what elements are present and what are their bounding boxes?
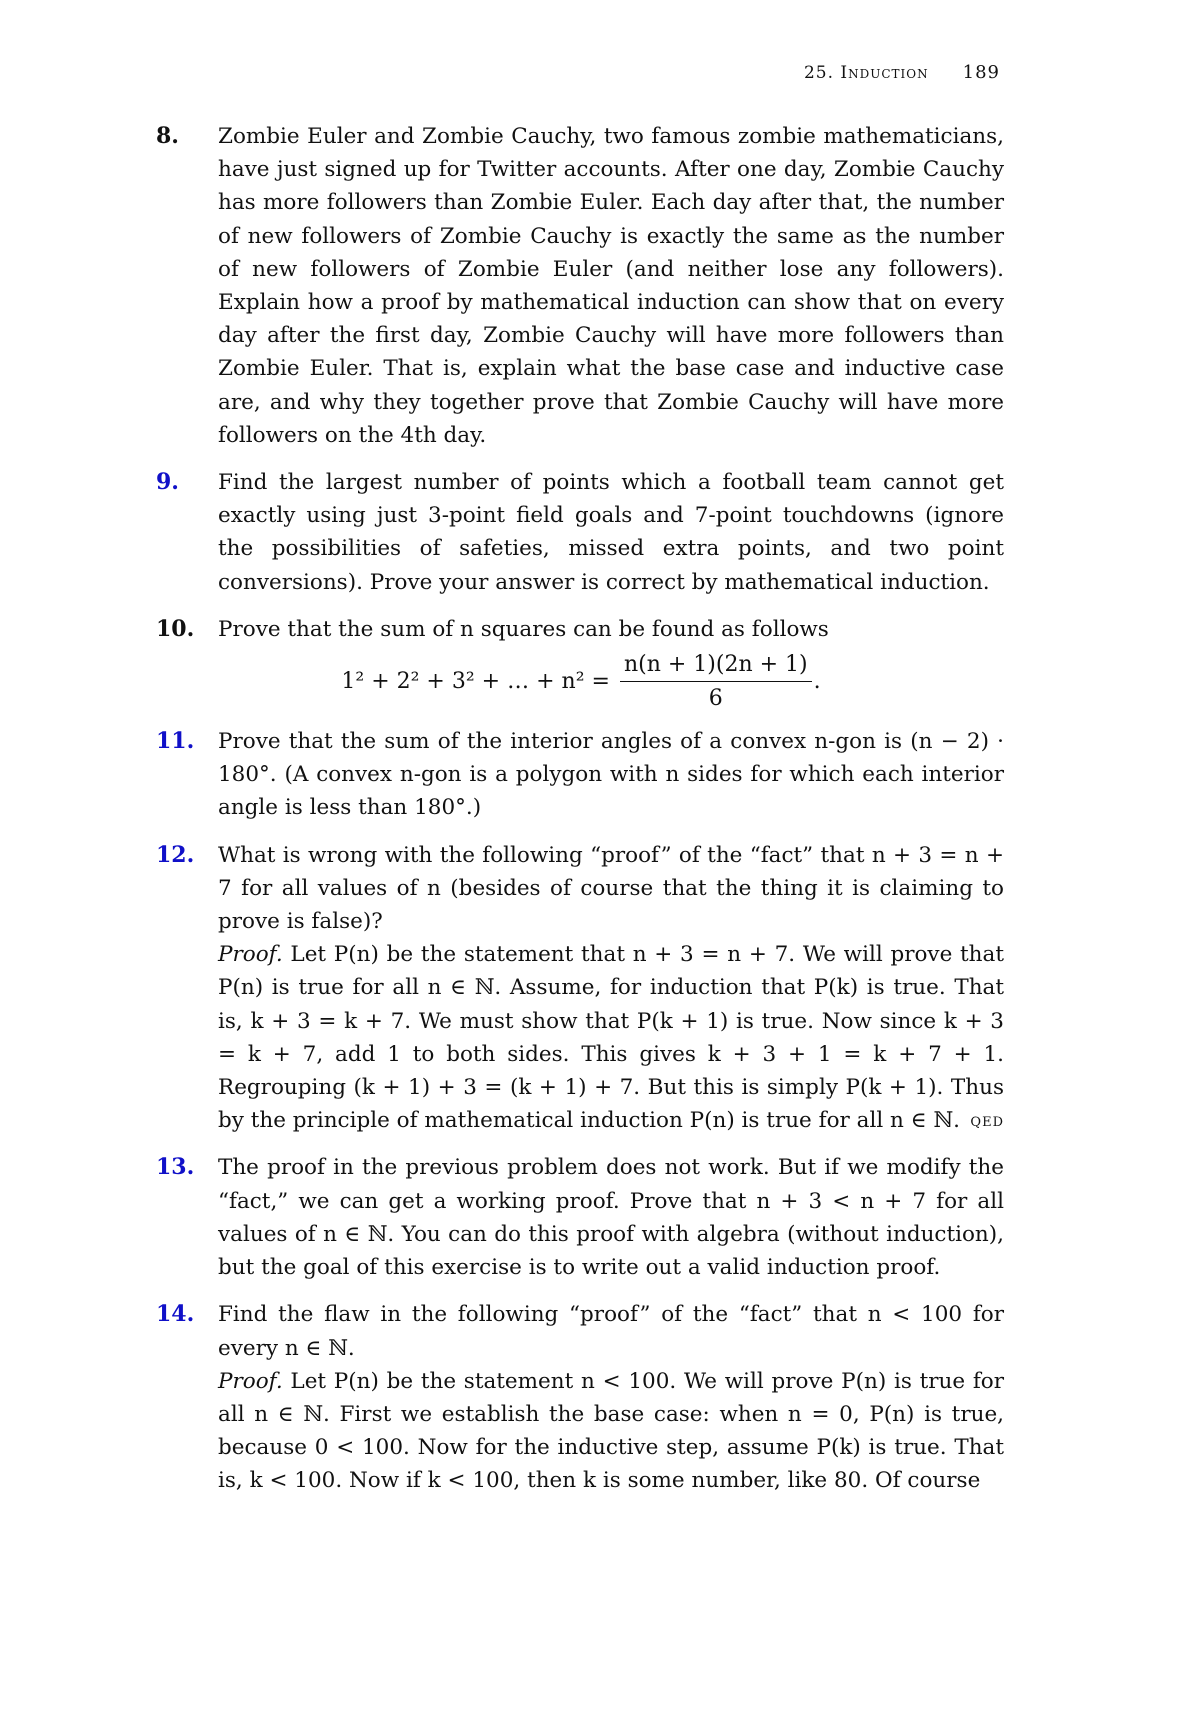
exercise-text: Find the flaw in the following “proof” of the “fact” that n < 100 for every n ∈ ℕ.	[218, 1302, 1004, 1361]
exercise-number-link[interactable]: 11.	[156, 728, 195, 755]
exercise-number-link[interactable]: 13.	[156, 1154, 195, 1181]
exercise-number-link[interactable]: 9.	[156, 469, 179, 496]
formula-numerator: n(n + 1)(2n + 1)	[620, 652, 812, 682]
exercise-11	[156, 725, 1004, 825]
exercise-text: Prove that the sum of the interior angles of a convex n-gon is (n − 2) · 180°. (A convex n-gon is a polygon with n sides for which each interior angle is less than 180°.)	[218, 729, 1004, 821]
exercise-text: What is wrong with the following “proof” of the “fact” that n + 3 = n + 7 for all values of n (besides of course that the thing it is claiming to prove is false)?	[218, 842, 1004, 935]
exercise-14	[156, 1298, 1004, 1497]
exercise-8	[156, 120, 1004, 452]
exercise-number-link[interactable]: 14.	[156, 1301, 195, 1328]
proof-label: Proof.	[218, 942, 283, 968]
proof-label: Proof.	[218, 1368, 283, 1394]
formula-denominator: 6	[708, 686, 723, 712]
formula-period: .	[813, 669, 821, 695]
sum-of-squares-formula	[158, 652, 1004, 711]
exercise-9	[156, 466, 1004, 599]
exercise-text: Find the largest number of points which a football team cannot get exactly using just 3-point field goals and 7-point touchdowns (ignore the possibilities of safeties, missed extra points, and two point conversions). Prove your answer is correct by mathematical induction.	[218, 470, 1004, 595]
formula-lhs: 1² + 2² + 3² + … + n² =	[341, 669, 610, 695]
exercise-number-link[interactable]: 12.	[156, 841, 195, 868]
exercise-text: The proof in the previous problem does not work. But if we modify the “fact,” we can get a working proof. Prove that n + 3 < n + 7 for all values of n ∈ ℕ. You can do this proof with algebra (without induction), but the goal of this exercise is to write out a valid induction proof.	[218, 1155, 1004, 1281]
exercise-text: Prove that the sum of n squares can be found as follows	[218, 616, 829, 642]
proof-block	[218, 938, 1004, 1137]
exercise-list	[156, 120, 1004, 1512]
proof-block	[218, 1365, 1004, 1498]
proof-text: Let P(n) be the statement n < 100. We will prove P(n) is true for all n ∈ ℕ. First we establish the base case: when n = 0, P(n) is true, because 0 < 100. Now for the inductive step, assume P(k) is true. That is, k < 100. Now if k < 100, then k is some number, like 80. Of course	[218, 1368, 1004, 1494]
exercise-10	[156, 613, 1004, 711]
exercise-number: 8.	[156, 123, 179, 149]
running-header	[804, 62, 1000, 83]
section-title: 25. Induction	[803, 63, 929, 83]
exercise-12	[156, 839, 1004, 1138]
qed-mark: qed	[970, 1110, 1004, 1132]
page-number: 189	[962, 62, 1000, 83]
exercise-13	[156, 1151, 1004, 1284]
formula-fraction	[620, 652, 812, 711]
proof-text: Let P(n) be the statement that n + 3 = n + 7. We will prove that P(n) is true for all n ∈ ℕ. Assume, for induction that P(k) is true. That is, k + 3 = k + 7. We must show that P(k + 1) is true. Now since k + 3 = k + 7, add 1 to both sides. This gives k + 3 + 1 = k + 7 + 1. Regrouping (k + 1) + 3 = (k + 1) + 7. But this is simply P(k + 1). Thus by the principle of mathematical induction P(n) is true for all n ∈ ℕ.	[218, 942, 1004, 1134]
exercise-number: 10.	[156, 615, 195, 642]
exercise-text: Zombie Euler and Zombie Cauchy, two famous zombie mathematicians, have just signed up for Twitter accounts. After one day, Zombie Cauchy has more followers than Zombie Euler. Each day after that, the number of new followers of Zombie Cauchy is exactly the same as the number of new followers of Zombie Euler (and neither lose any followers). Explain how a proof by mathematical induction can show that on every day after the first day, Zombie Cauchy will have more followers than Zombie Euler. That is, explain what the base case and inductive case are, and why they together prove that Zombie Cauchy will have more followers on the 4th day.	[218, 124, 1004, 448]
